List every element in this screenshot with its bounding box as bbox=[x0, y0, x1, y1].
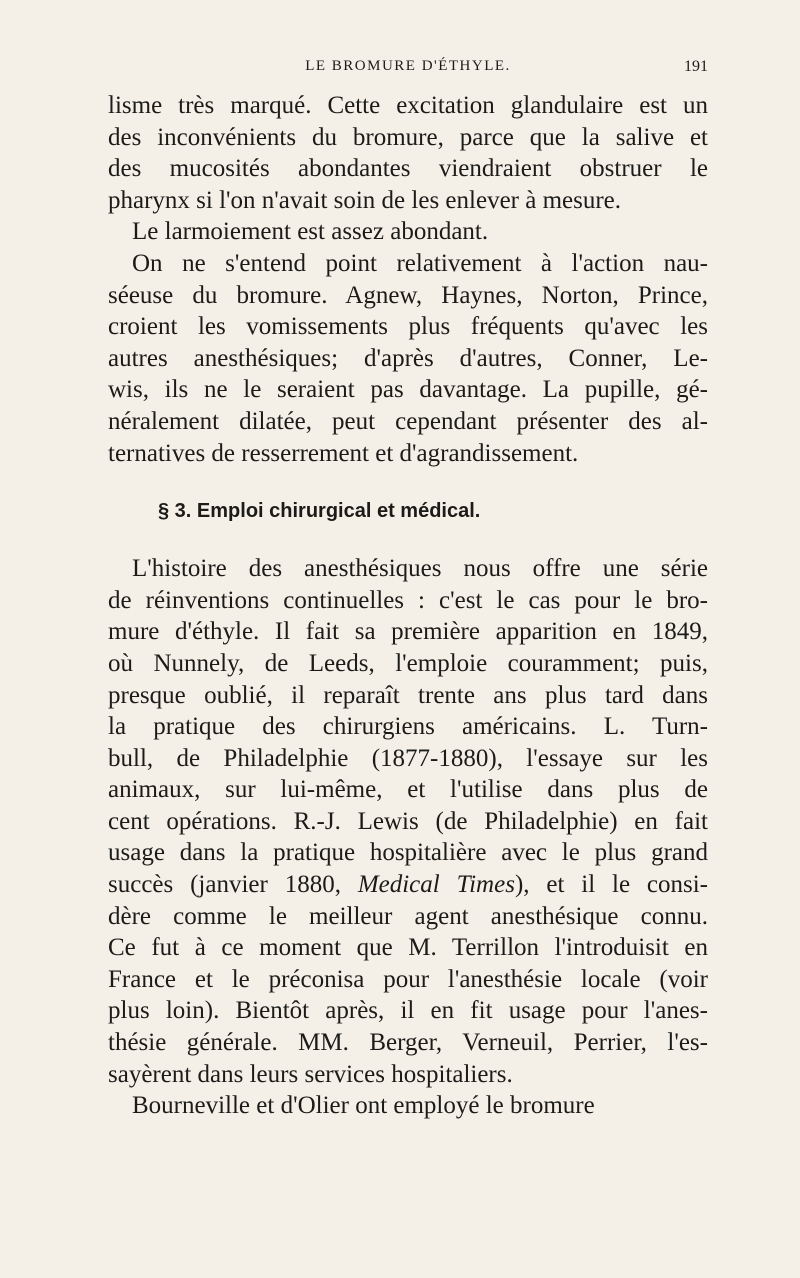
text-line: France et le préconisa pour l'anesthésie locale (voir bbox=[108, 965, 708, 993]
text-line: séeuse du bromure. Agnew, Haynes, Norton, Prince, bbox=[108, 281, 708, 309]
body-text bbox=[108, 90, 708, 1122]
text-line: de réinventions continuelles : c'est le cas pour le bro- bbox=[108, 586, 708, 614]
text-line-with-citation bbox=[108, 869, 708, 901]
text-line: Bourneville et d'Olier ont employé le bromure bbox=[132, 1092, 595, 1120]
text-line: sayèrent dans leurs services hospitaliers. bbox=[108, 1060, 513, 1088]
paragraph-3 bbox=[108, 248, 708, 469]
text-line: plus loin). Bientôt après, il en fit usage pour l'anes- bbox=[108, 997, 708, 1025]
text-line: lisme très marqué. Cette excitation glandulaire est un bbox=[108, 92, 708, 119]
text-line: animaux, sur lui-même, et l'utilise dans plus de bbox=[108, 776, 708, 804]
paragraph-5 bbox=[108, 1090, 708, 1122]
text-line: autres anesthésiques; d'après d'autres, Conner, Le- bbox=[108, 344, 708, 372]
paragraph-4 bbox=[108, 553, 708, 1090]
text-line: bull, de Philadelphie (1877-1880), l'essaye sur les bbox=[108, 744, 708, 772]
text-line: cent opérations. R.-J. Lewis (de Philadelphie) en fait bbox=[108, 807, 708, 835]
text-line: usage dans la pratique hospitalière avec le plus grand bbox=[108, 839, 708, 867]
text-line: la pratique des chirurgiens américains. L. Turn- bbox=[108, 713, 708, 741]
text-line: On ne s'entend point relativement à l'action nau- bbox=[132, 249, 708, 277]
running-title: LE BROMURE D'ÉTHYLE. bbox=[305, 58, 511, 74]
text-line: ternatives de resserrement et d'agrandissement. bbox=[108, 439, 579, 467]
section-heading: § 3. Emploi chirurgical et médical. bbox=[158, 500, 481, 523]
text-segment: succès (janvier 1880, bbox=[108, 871, 358, 899]
text-line: L'histoire des anesthésiques nous offre une série bbox=[132, 555, 708, 583]
paragraph-2 bbox=[108, 216, 708, 248]
running-head bbox=[108, 58, 708, 82]
page-number: 191 bbox=[684, 58, 708, 75]
text-line: néralement dilatée, peut cependant présenter des al- bbox=[108, 407, 708, 435]
text-line: Ce fut à ce moment que M. Terrillon l'introduisit en bbox=[108, 934, 708, 962]
text-line: des mucosités abondantes viendraient obstruer le bbox=[108, 155, 708, 183]
paragraph-1 bbox=[108, 90, 708, 216]
text-line: croient les vomissements plus fréquents qu'avec les bbox=[108, 313, 708, 341]
journal-title: Medical Times bbox=[357, 871, 515, 899]
text-line: des inconvénients du bromure, parce que la salive et bbox=[108, 123, 708, 151]
text-segment: ), et il le consi- bbox=[514, 871, 709, 899]
text-line: presque oublié, il reparaît trente ans plus tard dans bbox=[108, 681, 708, 709]
text-line: où Nunnely, de Leeds, l'emploie couramment; puis, bbox=[108, 649, 708, 677]
text-line: wis, ils ne le seraient pas davantage. La pupille, gé- bbox=[108, 376, 708, 404]
text-line: thésie générale. MM. Berger, Verneuil, Perrier, l'es- bbox=[108, 1029, 708, 1057]
text-line: pharynx si l'on n'avait soin de les enlever à mesure. bbox=[108, 186, 622, 214]
text-line: dère comme le meilleur agent anesthésique connu. bbox=[108, 902, 708, 930]
text-line: mure d'éthyle. Il fait sa première apparition en 1849, bbox=[108, 618, 708, 646]
text-line: Le larmoiement est assez abondant. bbox=[132, 218, 489, 246]
